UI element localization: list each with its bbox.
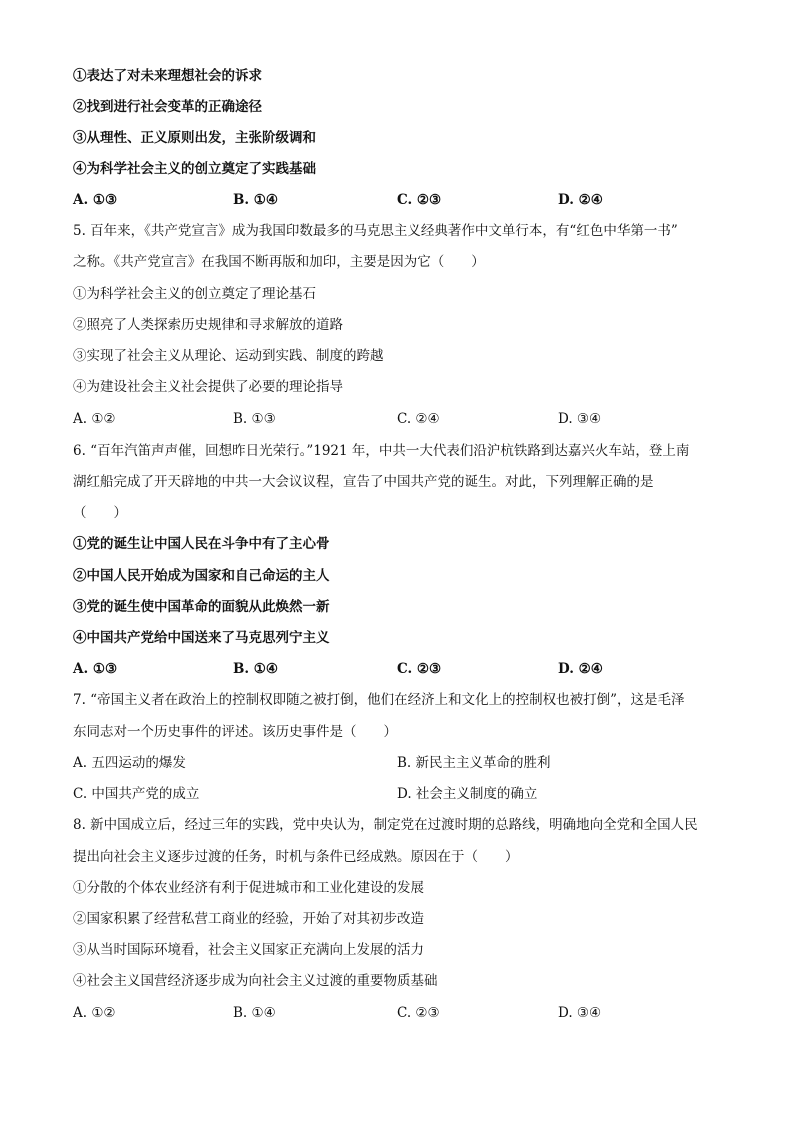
q6-statement-1: ①党的诞生让中国人民在斗争中有了主心骨: [73, 536, 330, 552]
q8-statement-3: ③从当时国际环境看，社会主义国家正充满向上发展的活力: [73, 942, 424, 958]
q8-stem-line-2: 提出向社会主义逐步过渡的任务，时机与条件已经成熟。原因在于（ ）: [73, 849, 519, 865]
q5-stem-line-1: 5. 百年来，《共产党宣言》成为我国印数最多的马克思主义经典著作中文单行本，有“红色中华第一书”: [73, 223, 678, 239]
q7-stem-line-2: 东同志对一个历史事件的评述。该历史事件是（ ）: [73, 724, 397, 740]
q8-statement-2: ②国家积累了经营私营工商业的经验，开始了对其初步改造: [73, 911, 424, 927]
q4-option-b: B. ①④: [233, 192, 279, 208]
q5-stem-line-2: 之称。《共产党宣言》在我国不断再版和加印，主要是因为它（ ）: [73, 254, 485, 270]
q4-statement-3: ③从理性、正义原则出发，主张阶级调和: [73, 130, 316, 146]
q5-option-d: D. ③④: [558, 411, 602, 427]
q4-option-a: A. ①③: [73, 192, 118, 208]
q7-option-b: B. 新民主主义革命的胜利: [397, 755, 551, 771]
q5-statement-1: ①为科学社会主义的创立奠定了理论基石: [73, 286, 316, 302]
q6-statement-3: ③党的诞生使中国革命的面貌从此焕然一新: [73, 599, 330, 615]
q6-stem-line-3: （ ）: [73, 505, 127, 521]
q4-statement-4: ④为科学社会主义的创立奠定了实践基础: [73, 161, 316, 177]
q5-statement-3: ③实现了社会主义从理论、运动到实践、制度的跨越: [73, 348, 384, 364]
q6-statement-4: ④中国共产党给中国送来了马克思列宁主义: [73, 630, 330, 646]
q6-stem-line-1: 6. “百年汽笛声声催，回想昨日光荣行。”1921 年，中共一大代表们沿沪杭铁路到达嘉兴火车站，登上南: [73, 443, 690, 459]
q8-option-a: A. ①②: [73, 1005, 116, 1021]
q8-option-d: D. ③④: [558, 1005, 602, 1021]
q6-option-d: D. ②④: [558, 661, 603, 677]
q4-statement-1: ①表达了对未来理想社会的诉求: [73, 68, 262, 84]
q6-option-a: A. ①③: [73, 661, 118, 677]
q6-option-c: C. ②③: [397, 661, 442, 677]
q5-option-a: A. ①②: [73, 411, 116, 427]
q7-option-d: D. 社会主义制度的确立: [397, 786, 538, 802]
q8-option-b: B. ①④: [233, 1005, 276, 1021]
q5-option-b: B. ①③: [233, 411, 276, 427]
q5-statement-4: ④为建设社会主义社会提供了必要的理论指导: [73, 379, 343, 395]
q4-statement-2: ②找到进行社会变革的正确途径: [73, 99, 262, 115]
q6-stem-line-2: 湖红船完成了开天辟地的中共一大会议议程，宣告了中国共产党的诞生。对此，下列理解正确的是: [73, 474, 654, 490]
q7-option-a: A. 五四运动的爆发: [73, 755, 186, 771]
q7-stem-line-1: 7. “帝国主义者在政治上的控制权即随之被打倒，他们在经济上和文化上的控制权也被打倒”，这是毛泽: [73, 692, 685, 708]
q8-statement-4: ④社会主义国营经济逐步成为向社会主义过渡的重要物质基础: [73, 973, 438, 989]
q5-statement-2: ②照亮了人类探索历史规律和寻求解放的道路: [73, 317, 343, 333]
q6-statement-2: ②中国人民开始成为国家和自己命运的主人: [73, 568, 330, 584]
q8-statement-1: ①分散的个体农业经济有利于促进城市和工业化建设的发展: [73, 880, 424, 896]
q8-stem-line-1: 8. 新中国成立后，经过三年的实践，党中央认为，制定党在过渡时期的总路线，明确地向全党和全国人民: [73, 817, 698, 833]
q4-option-c: C. ②③: [397, 192, 442, 208]
q4-option-d: D. ②④: [558, 192, 603, 208]
q5-option-c: C. ②④: [397, 411, 440, 427]
q7-option-c: C. 中国共产党的成立: [73, 786, 200, 802]
q8-option-c: C. ②③: [397, 1005, 440, 1021]
q6-option-b: B. ①④: [233, 661, 279, 677]
